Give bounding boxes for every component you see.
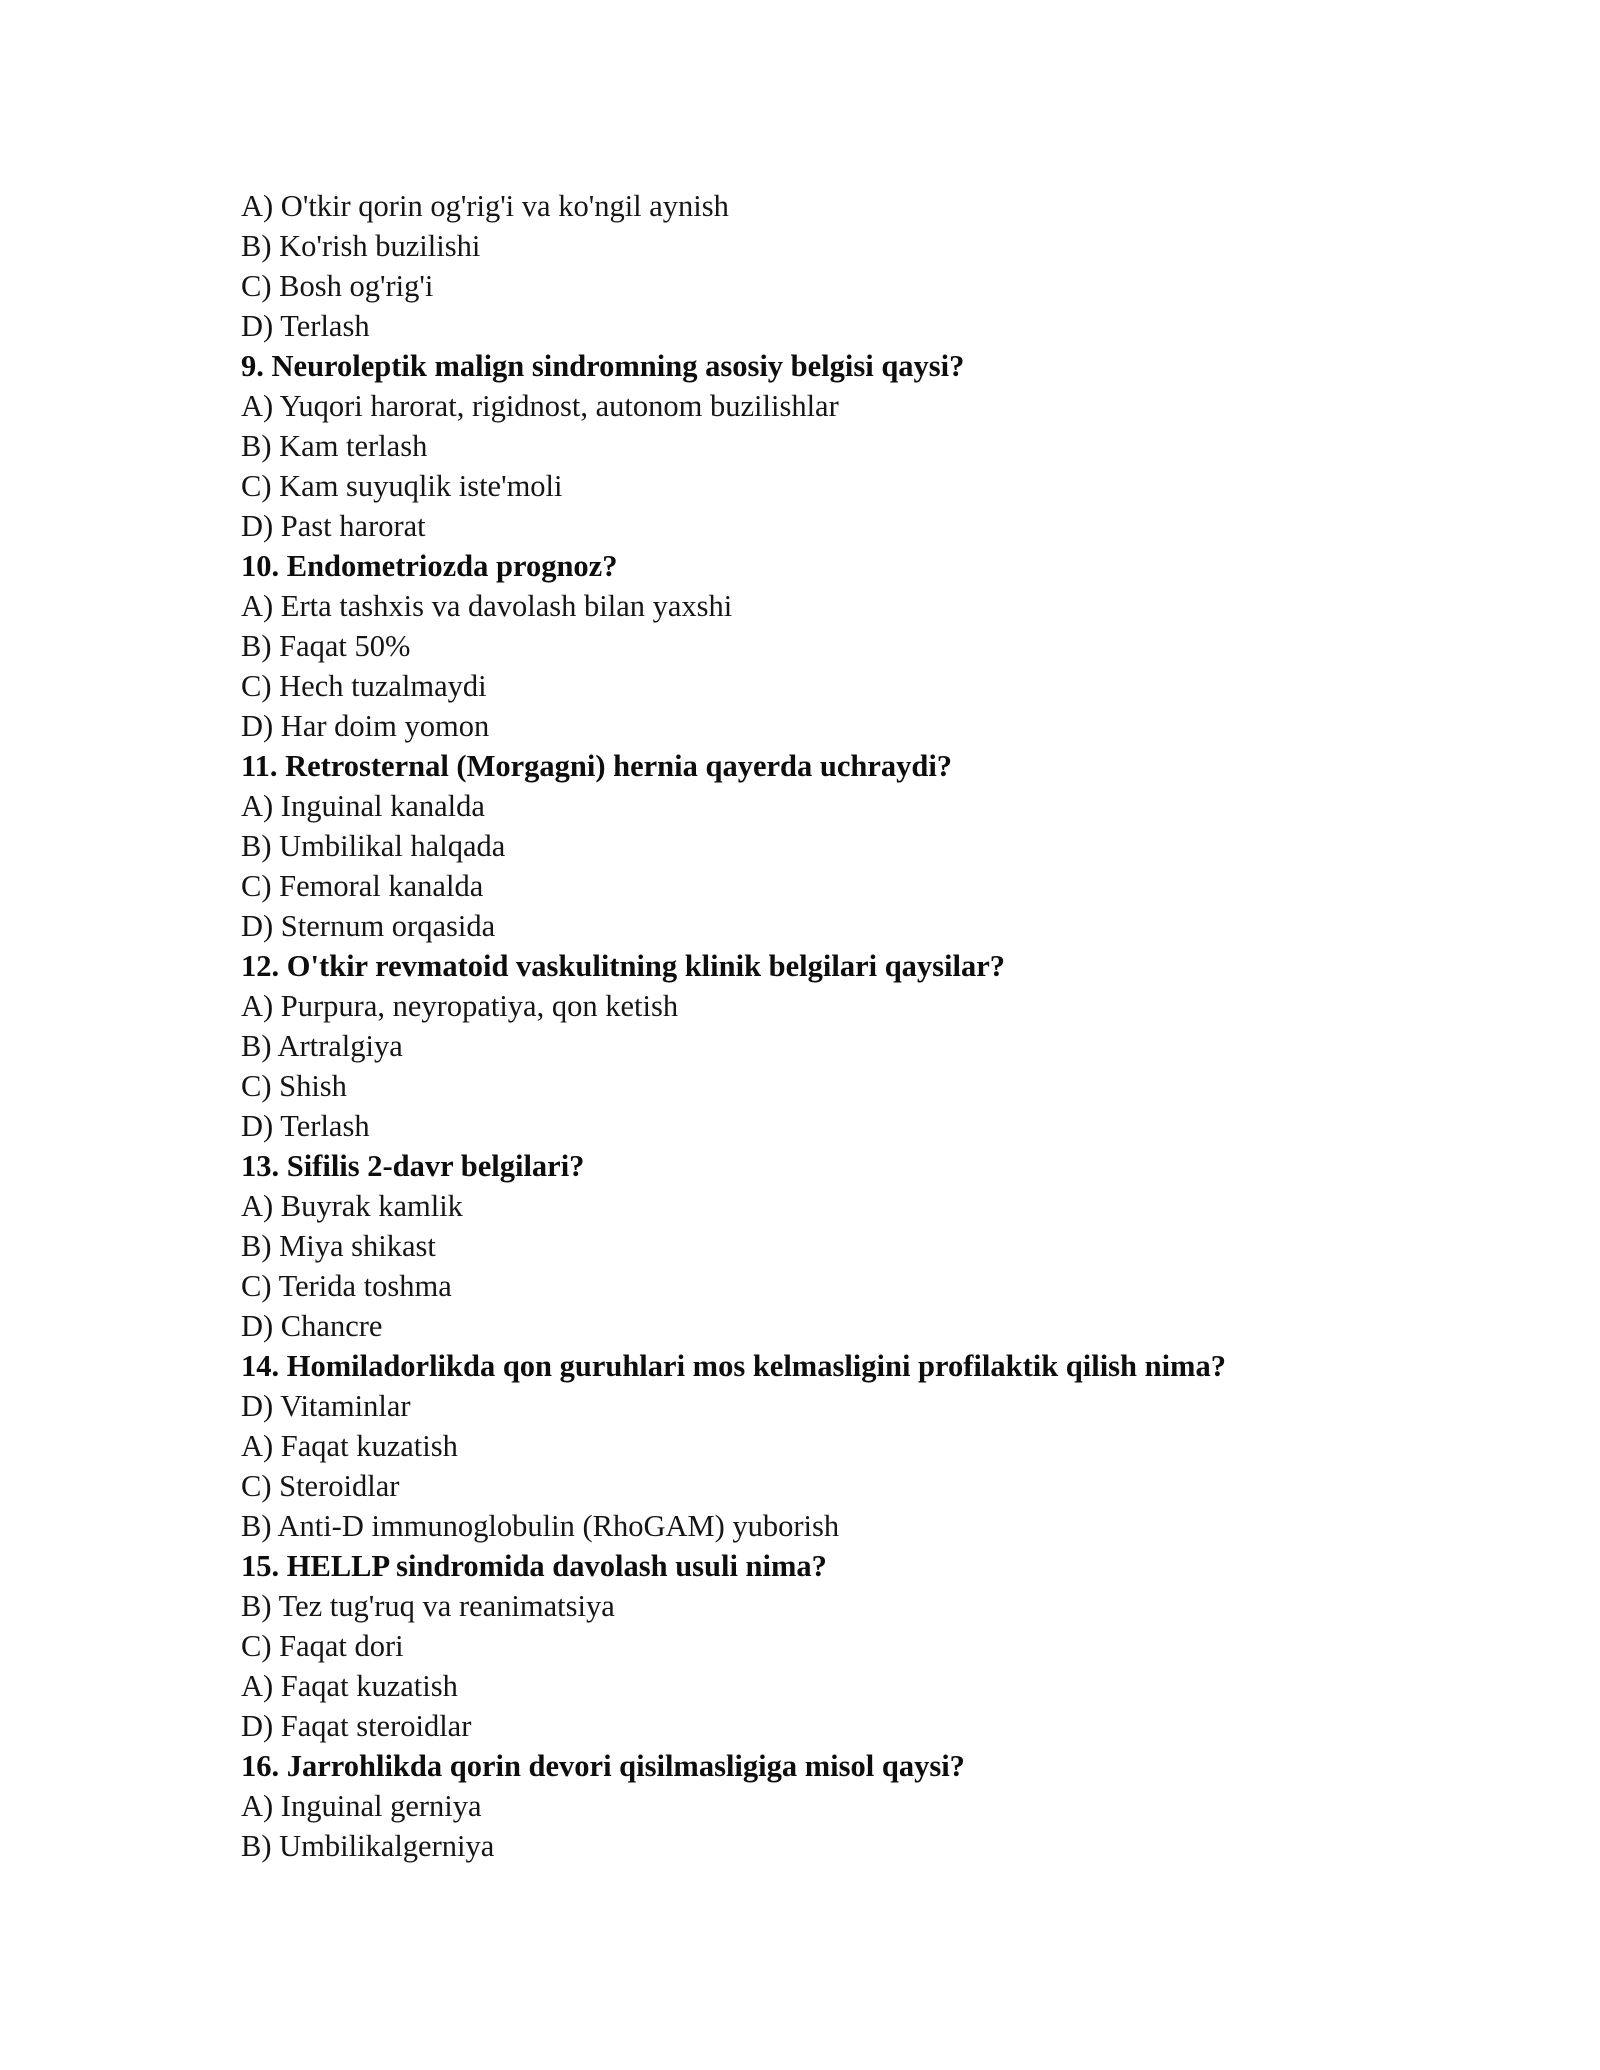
question-heading: 15. HELLP sindromida davolash usuli nima? (241, 1549, 827, 1583)
answer-option: C) Bosh og'rig'i (241, 269, 434, 303)
answer-option: A) Erta tashxis va davolash bilan yaxshi (241, 589, 733, 623)
answer-option: A) Buyrak kamlik (241, 1189, 463, 1223)
answer-option: D) Sternum orqasida (241, 909, 496, 943)
answer-option: A) Yuqori harorat, rigidnost, autonom buzilishlar (241, 389, 839, 423)
question-heading: 11. Retrosternal (Morgagni) hernia qayerda uchraydi? (241, 749, 953, 783)
answer-option: A) Inguinal kanalda (241, 789, 485, 823)
quiz-content (241, 186, 1361, 1866)
answer-option: B) Umbilikalgerniya (241, 1829, 495, 1863)
answer-option: B) Artralgiya (241, 1029, 403, 1063)
question-heading: 13. Sifilis 2-davr belgilari? (241, 1149, 585, 1183)
answer-option: D) Terlash (241, 309, 370, 343)
question-heading: 14. Homiladorlikda qon guruhlari mos kelmasligini profilaktik qilish nima? (241, 1349, 1226, 1383)
answer-option: B) Ko'rish buzilishi (241, 229, 481, 263)
answer-option: B) Anti-D immunoglobulin (RhoGAM) yuborish (241, 1509, 840, 1543)
answer-option: A) Faqat kuzatish (241, 1669, 458, 1703)
answer-option: D) Vitaminlar (241, 1389, 411, 1423)
answer-option: B) Tez tug'ruq va reanimatsiya (241, 1589, 615, 1623)
answer-option: D) Past harorat (241, 509, 426, 543)
answer-option: C) Femoral kanalda (241, 869, 484, 903)
question-heading: 12. O'tkir revmatoid vaskulitning klinik belgilari qaysilar? (241, 949, 1006, 983)
answer-option: A) Faqat kuzatish (241, 1429, 458, 1463)
answer-option: B) Faqat 50% (241, 629, 411, 663)
answer-option: D) Terlash (241, 1109, 370, 1143)
answer-option: B) Kam terlash (241, 429, 428, 463)
answer-option: D) Chancre (241, 1309, 383, 1343)
answer-option: B) Miya shikast (241, 1229, 436, 1263)
answer-option: D) Faqat steroidlar (241, 1709, 472, 1743)
answer-option: C) Faqat dori (241, 1629, 404, 1663)
answer-option: C) Kam suyuqlik iste'moli (241, 469, 563, 503)
answer-option: C) Terida toshma (241, 1269, 452, 1303)
answer-option: C) Steroidlar (241, 1469, 400, 1503)
answer-option: C) Hech tuzalmaydi (241, 669, 487, 703)
answer-option: D) Har doim yomon (241, 709, 490, 743)
question-heading: 10. Endometriozda prognoz? (241, 549, 618, 583)
answer-option: C) Shish (241, 1069, 347, 1103)
answer-option: A) O'tkir qorin og'rig'i va ko'ngil aynish (241, 189, 729, 223)
answer-option: B) Umbilikal halqada (241, 829, 506, 863)
answer-option: A) Inguinal gerniya (241, 1789, 482, 1823)
question-heading: 9. Neuroleptik malign sindromning asosiy belgisi qaysi? (241, 349, 965, 383)
question-heading: 16. Jarrohlikda qorin devori qisilmasligiga misol qaysi? (241, 1749, 965, 1783)
answer-option: A) Purpura, neyropatiya, qon ketish (241, 989, 679, 1023)
